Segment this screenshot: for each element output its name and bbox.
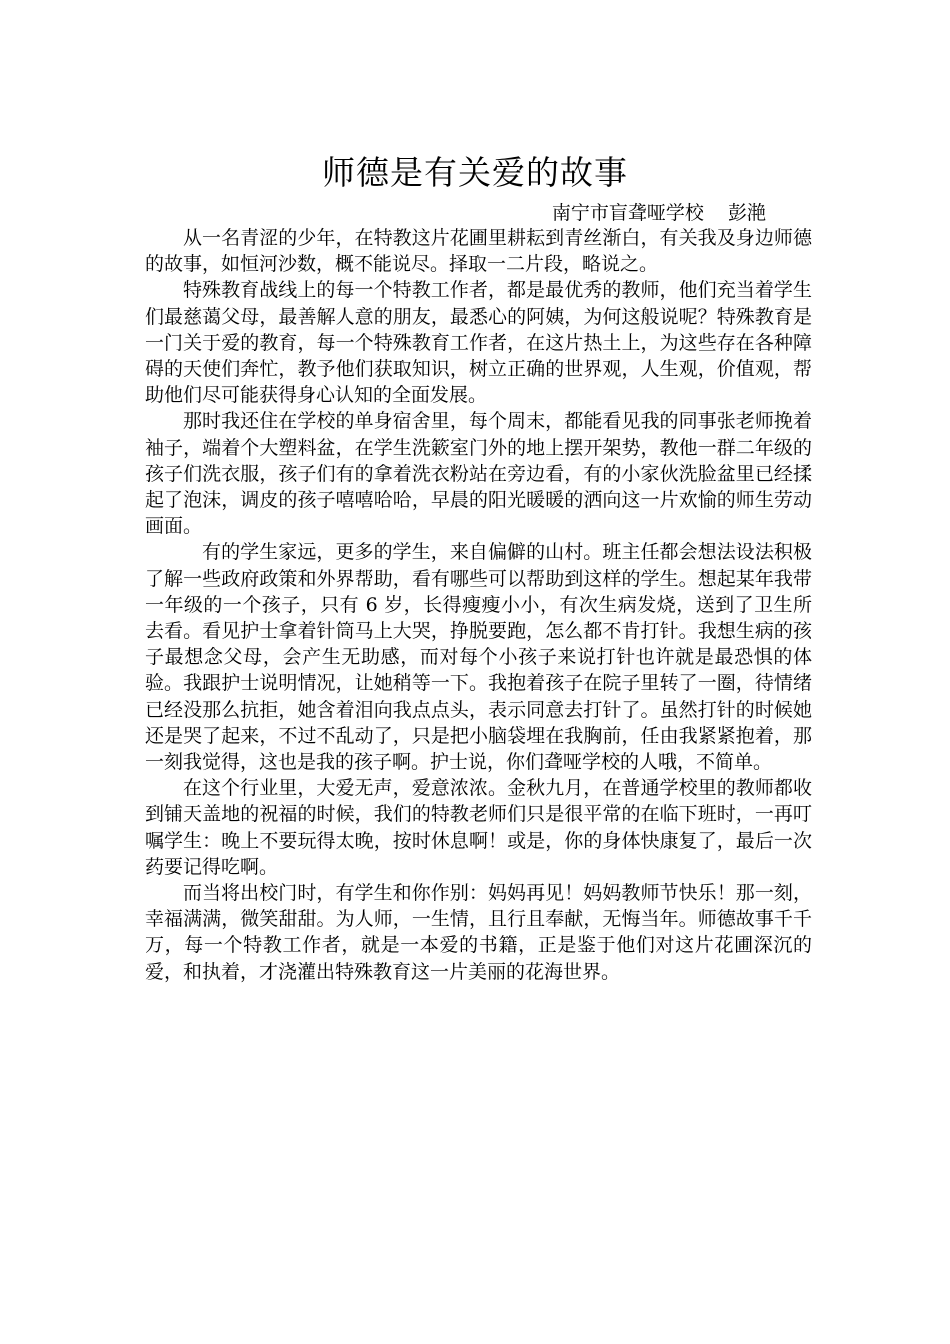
document-body [145, 225, 812, 985]
paragraph: 而当将出校门时，有学生和你作别：妈妈再见！妈妈教师节快乐！那一刻，幸福满满，微笑甜甜。为人师，一生情，且行且奉献，无悔当年。师德故事千千万，每一个特教工作者，就是一本爱的书籍，正是鉴于他们对这片花圃深沉的爱，和执着，才浇灌出特殊教育这一片美丽的花海世界。 [145, 882, 812, 983]
paragraph: 特殊教育战线上的每一个特教工作者，都是最优秀的教师，他们充当着学生们最慈蔼父母，最善解人意的朋友，最悉心的阿姨，为何这般说呢？特殊教育是一门关于爱的教育，每一个特殊教育工作者，在这片热土上，为这些存在各种障碍的天使们奔忙，教予他们获取知识，树立正确的世界观，人生观，价值观，帮助他们尽可能获得身心认知的全面发展。 [145, 279, 812, 407]
paragraph: 那时我还住在学校的单身宿舍里，每个周末，都能看见我的同事张老师挽着袖子，端着个大塑料盆，在学生洗簌室门外的地上摆开架势，教他一群二年级的孩子们洗衣服，孩子们有的拿着洗衣粉站在旁边看，有的小家伙洗脸盆里已经揉起了泡沫，调皮的孩子嘻嘻哈哈，早晨的阳光暖暖的洒向这一片欢愉的师生劳动画面。 [145, 410, 812, 538]
paragraph: 从一名青涩的少年，在特教这片花圃里耕耘到青丝渐白，有关我及身边师德的故事，如恒河沙数，概不能说尽。择取一二片段，略说之。 [145, 227, 812, 276]
author-byline: 南宁市盲聋哑学校 彭滟 [551, 202, 766, 224]
paragraph: 在这个行业里，大爱无声，爱意浓浓。金秋九月，在普通学校里的教师都收到铺天盖地的祝福的时候，我们的特教老师们只是很平常的在临下班时，一再叮嘱学生：晚上不要玩得太晚，按时休息啊！或是，你的身体快康复了，最后一次药要记得吃啊。 [145, 777, 812, 878]
paragraph: 有的学生家远，更多的学生，来自偏僻的山村。班主任都会想法设法积极了解一些政府政策和外界帮助，看有哪些可以帮助到这样的学生。想起某年我带一年级的一个孩子，只有 6 岁，长得瘦瘦小小，有次生病发烧，送到了卫生所去看。看见护士拿着针筒马上大哭，挣脱要跑，怎么都不肯打针。我想生病的孩子最想念父母，会产生无助感，而对每个小孩子来说打针也许就是最恐惧的体验。我跟护士说明情况，让她稍等一下。我抱着孩子在院子里转了一圈，待情绪已经没那么抗拒，她含着泪向我点点头，表示同意去打针了。虽然打针的时候她还是哭了起来，不过不乱动了，只是把小脑袋埋在我胸前，任由我紧紧抱着，那一刻我觉得，这也是我的孩子啊。护士说，你们聋哑学校的人哦，不简单。 [145, 541, 812, 774]
document-title: 师德是有关爱的故事 [322, 153, 628, 192]
